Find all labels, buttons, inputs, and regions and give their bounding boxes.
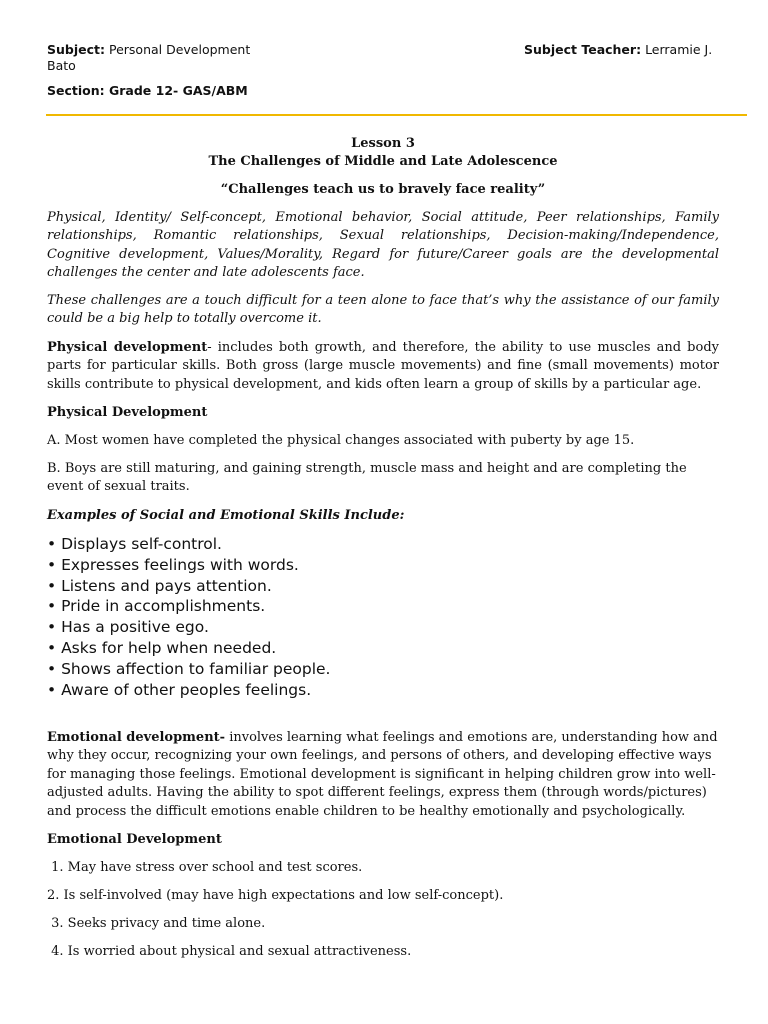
intro-paragraph-2: These challenges are a touch difficult for a teen alone to face that’s why the assistance of our family could be a big help to totally overcome it. bbox=[47, 293, 719, 327]
physical-definition-text: - includes both growth, and therefore, the ability to use muscles and body parts for particular skills. Both gross (large muscle movements) and fine (small movements) motor skills contribute to physical development, and kids often learn a group of skills by a particular age. bbox=[47, 340, 719, 392]
emotional-heading: Emotional Development bbox=[47, 832, 222, 847]
subject-label: Subject: bbox=[47, 42, 105, 57]
subject-continuation: Bato bbox=[47, 58, 76, 73]
list-item: • Aware of other peoples feelings. bbox=[47, 680, 312, 699]
physical-heading: Physical Development bbox=[47, 405, 208, 420]
physical-item-b: B. Boys are still maturing, and gaining strength, muscle mass and height and are completing the event of sexual traits. bbox=[47, 461, 687, 495]
list-item: 1. May have stress over school and test scores. bbox=[47, 860, 363, 875]
list-item: • Expresses feelings with words. bbox=[47, 555, 299, 574]
intro-paragraph-1: Physical, Identity/ Self-concept, Emotional behavior, Social attitude, Peer relationships, Family relationships, Romantic relationships, Sexual relationships, Decision-making/Independence, Cognitive development, Values/Morality, Regard for future/Career goals are the developmental challenges the center and late adolescents face. bbox=[47, 210, 719, 281]
list-item: • Displays self-control. bbox=[47, 535, 222, 553]
section-value: Grade 12- GAS/ABM bbox=[109, 83, 248, 98]
list-item: 4. Is worried about physical and sexual attractiveness. bbox=[47, 944, 412, 959]
list-item: • Asks for help when needed. bbox=[47, 638, 277, 657]
emotional-definition bbox=[47, 729, 719, 821]
section-label: Section: bbox=[47, 83, 105, 98]
list-item: • Shows affection to familiar people. bbox=[47, 659, 331, 678]
list-item: • Has a positive ego. bbox=[47, 618, 209, 637]
lesson-title: The Challenges of Middle and Late Adolescence bbox=[208, 154, 558, 169]
list-item: 3. Seeks privacy and time alone. bbox=[47, 916, 266, 931]
list-item: • Listens and pays attention. bbox=[47, 576, 272, 595]
teacher-line bbox=[524, 42, 712, 58]
emotional-definition-text: involves learning what feelings and emotions are, understanding how and why they occur, recognizing your own feelings, and persons of others, and developing effective ways for managing those feelings. Emotional development is significant in helping children grow into well-adjusted adults. Having the ability to spot different feelings, express them (through words/pictures) and process the difficult emotions enable children to be healthy emotionally and psychologically. bbox=[47, 730, 718, 819]
lesson-number: Lesson 3 bbox=[351, 136, 415, 151]
social-skills-list bbox=[47, 534, 647, 700]
list-item: • Pride in accomplishments. bbox=[47, 597, 266, 616]
teacher-value: Lerramie J. bbox=[645, 42, 713, 57]
list-item: 2. Is self-involved (may have high expectations and low self-concept). bbox=[47, 888, 504, 903]
physical-term: Physical development bbox=[47, 340, 208, 355]
subject-value: Personal Development bbox=[108, 42, 251, 57]
emotional-term: Emotional development- bbox=[47, 730, 226, 745]
subject-line bbox=[47, 42, 250, 58]
lesson-quote: “Challenges teach us to bravely face reality” bbox=[220, 182, 546, 197]
social-skills-heading: Examples of Social and Emotional Skills Include: bbox=[47, 508, 405, 523]
physical-item-a: A. Most women have completed the physical changes associated with puberty by age 15. bbox=[47, 433, 635, 448]
section-line bbox=[47, 83, 248, 99]
teacher-label: Subject Teacher: bbox=[524, 42, 642, 57]
physical-definition bbox=[47, 339, 719, 394]
header-divider bbox=[46, 114, 747, 116]
